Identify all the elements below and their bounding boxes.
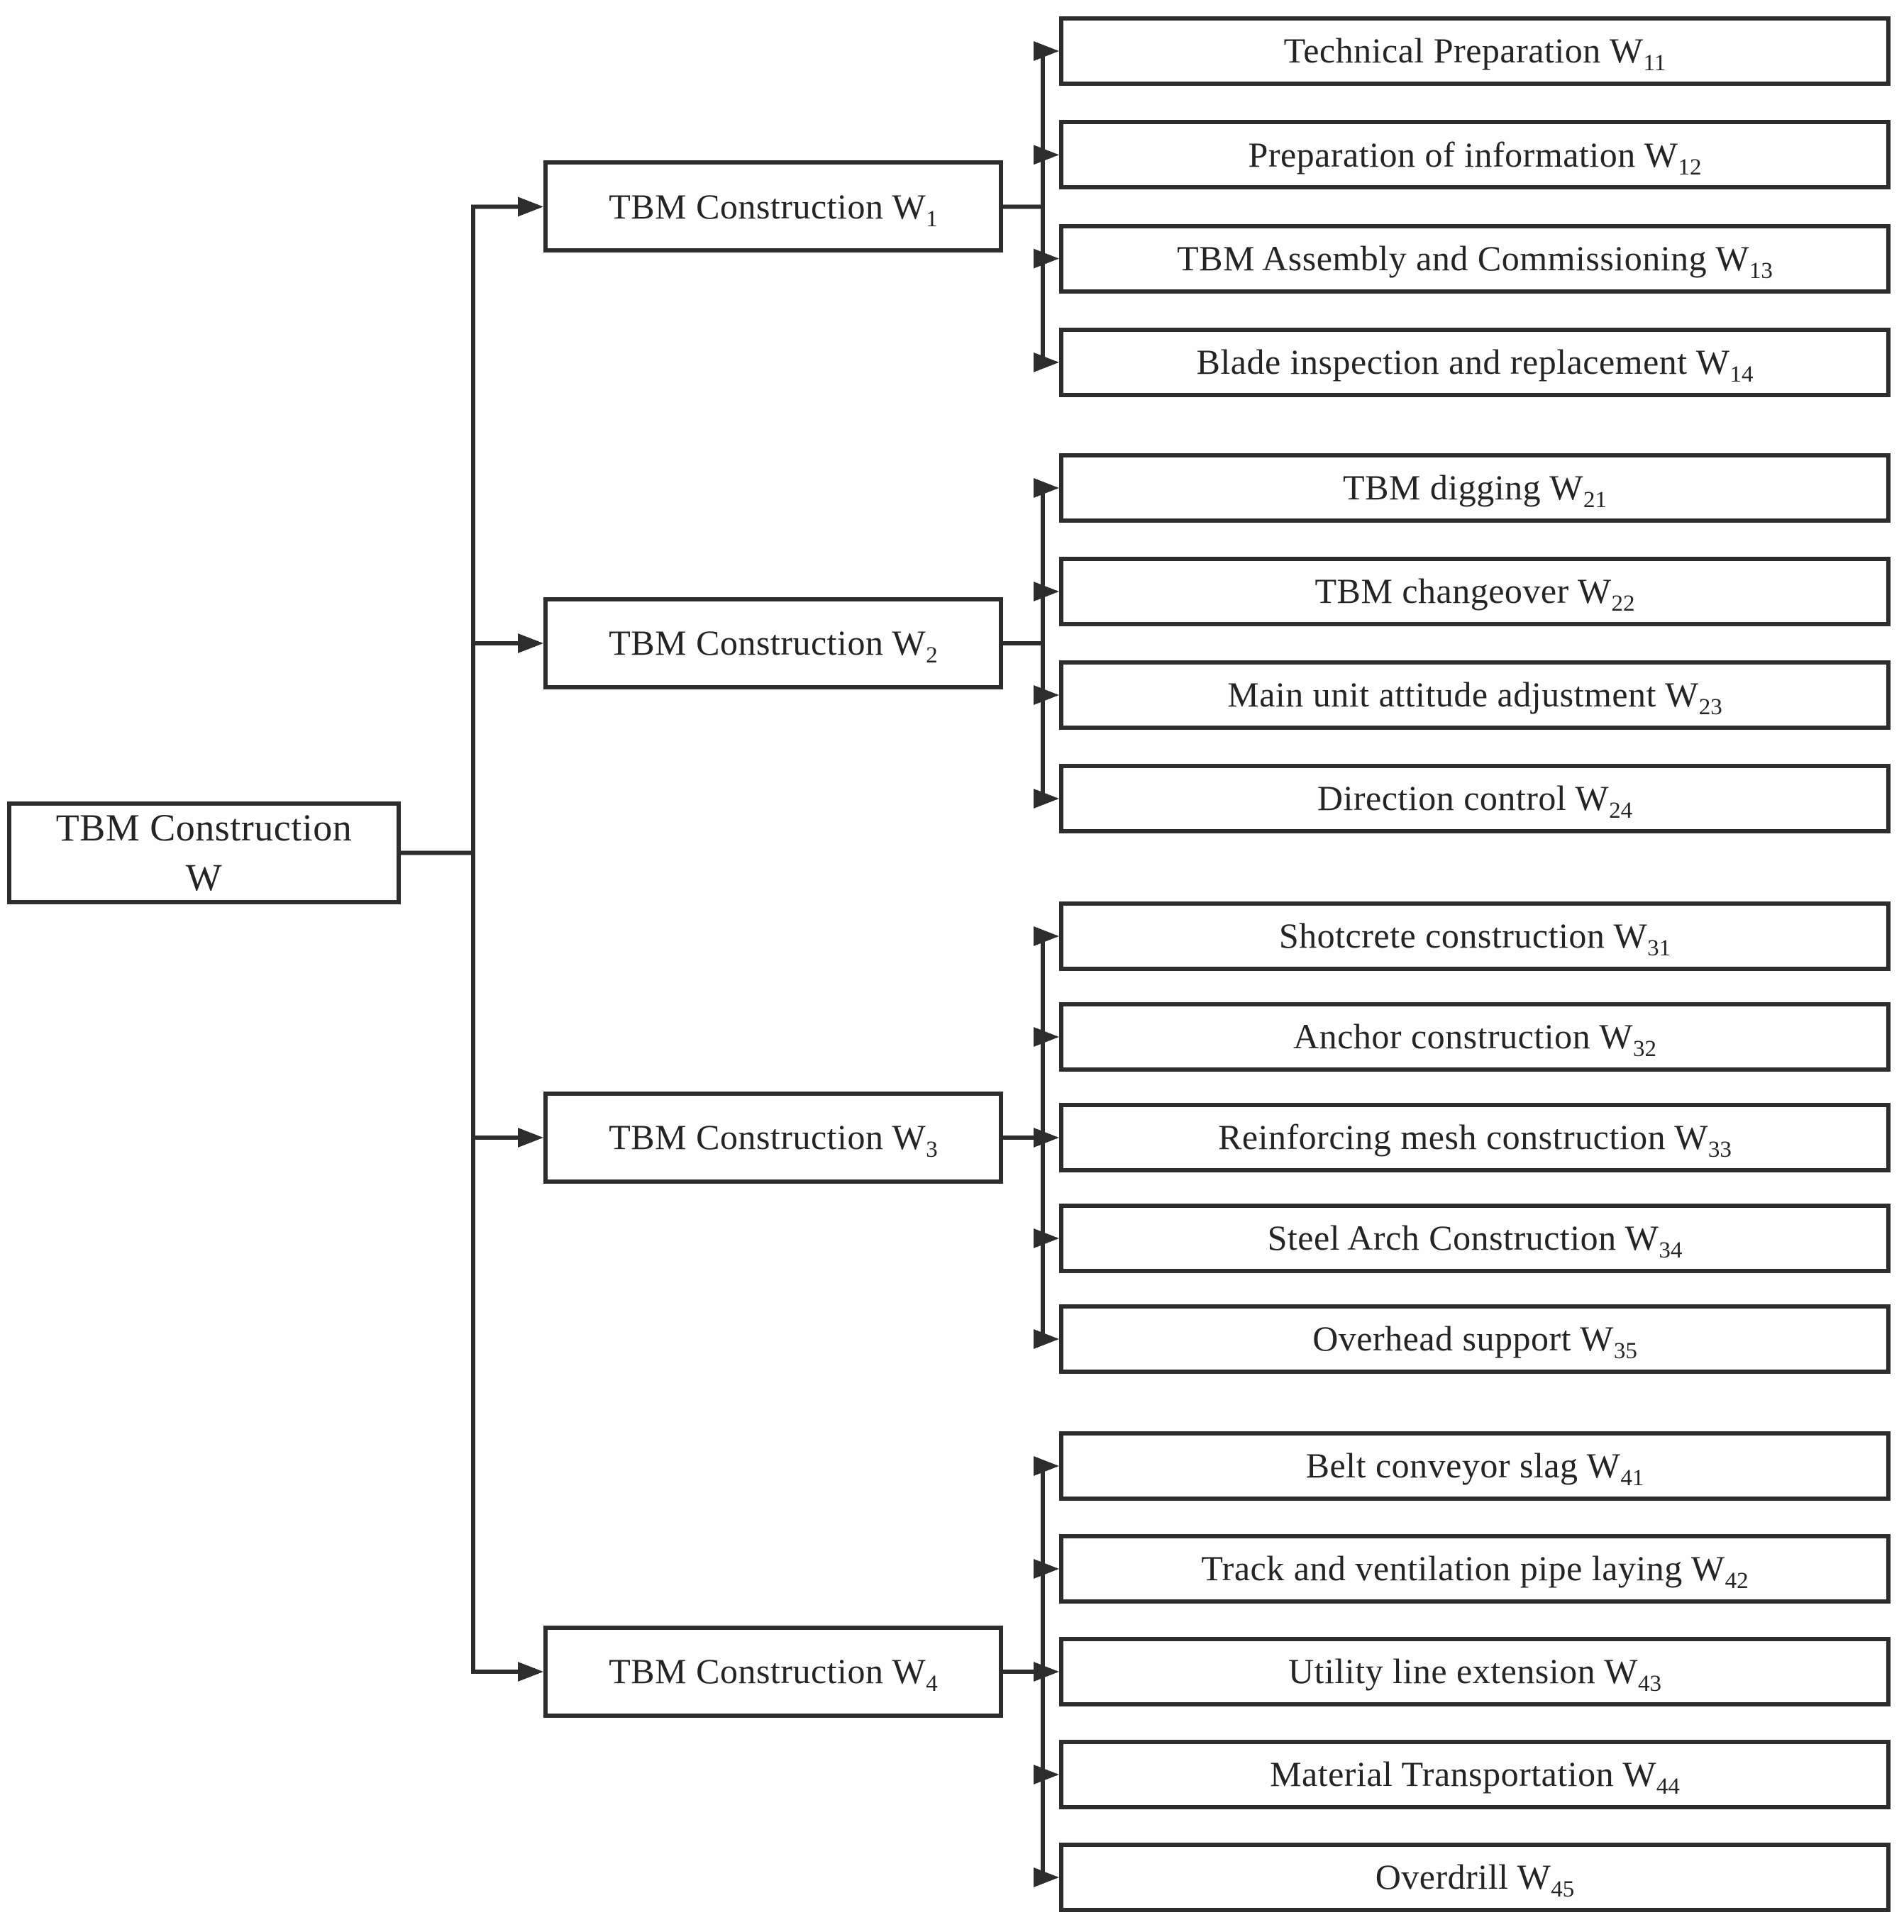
arrowhead-icon <box>1034 41 1059 61</box>
node-text <box>1293 1016 1656 1062</box>
arrowhead-icon <box>1034 1765 1059 1784</box>
branch-node-w2 <box>543 597 1003 689</box>
leaf-node-w31 <box>1059 901 1891 971</box>
node-text <box>609 623 938 669</box>
arrowhead-icon <box>1034 145 1059 165</box>
node-text <box>1305 1445 1644 1492</box>
leaf-node-w23 <box>1059 660 1891 730</box>
node-label: TBM Assembly and Commissioning W <box>1177 238 1749 278</box>
node-text <box>1177 238 1773 284</box>
node-subscript: 13 <box>1749 258 1773 284</box>
node-text <box>1248 134 1702 180</box>
node-subscript: 11 <box>1643 50 1666 77</box>
node-label: Shotcrete construction W <box>1278 916 1648 956</box>
arrowhead-icon <box>1034 789 1059 809</box>
node-text <box>1283 30 1666 77</box>
leaf-node-w22 <box>1059 557 1891 626</box>
node-text <box>1314 571 1635 617</box>
leaf-node-w41 <box>1059 1431 1891 1501</box>
branch-node-w1 <box>543 160 1003 252</box>
leaf-node-w35 <box>1059 1304 1891 1374</box>
leaf-node-w11 <box>1059 16 1891 86</box>
arrowhead-icon <box>1034 478 1059 498</box>
leaf-node-w42 <box>1059 1534 1891 1604</box>
node-label: TBM changeover W <box>1314 571 1612 611</box>
node-subscript: 14 <box>1729 362 1754 388</box>
node-label: Blade inspection and replacement W <box>1196 342 1730 382</box>
node-subscript: 41 <box>1620 1465 1644 1492</box>
node-text <box>1227 674 1722 721</box>
root-node <box>7 801 401 904</box>
leaf-node-w45 <box>1059 1843 1891 1912</box>
node-text <box>48 804 360 901</box>
node-label: Preparation of information W <box>1248 134 1678 174</box>
node-label: Belt conveyor slag W <box>1305 1445 1621 1486</box>
node-label: Material Transportation W <box>1270 1754 1656 1794</box>
arrowhead-icon <box>1034 249 1059 269</box>
arrowhead-icon <box>1034 1128 1059 1148</box>
branch-node-w3 <box>543 1092 1003 1184</box>
node-text <box>1201 1548 1749 1594</box>
node-subscript: 23 <box>1698 694 1722 721</box>
node-label: Technical Preparation W <box>1283 30 1644 71</box>
arrowhead-icon <box>1034 1867 1059 1887</box>
node-subscript: 35 <box>1613 1338 1637 1365</box>
node-label: TBM digging W <box>1343 467 1583 508</box>
arrowhead-icon <box>1034 352 1059 372</box>
arrowhead-icon <box>1034 1329 1059 1349</box>
arrowhead-icon <box>1034 926 1059 946</box>
node-text <box>1288 1651 1661 1697</box>
leaf-node-w33 <box>1059 1103 1891 1172</box>
leaf-node-w43 <box>1059 1637 1891 1706</box>
node-subscript: 32 <box>1632 1036 1656 1062</box>
leaf-node-w12 <box>1059 120 1891 189</box>
node-label: TBM Construction W <box>609 1651 926 1692</box>
node-label: Anchor construction W <box>1293 1016 1633 1057</box>
node-subscript: 42 <box>1725 1568 1749 1594</box>
arrowhead-icon <box>1034 685 1059 705</box>
leaf-node-w21 <box>1059 453 1891 523</box>
node-subscript: 31 <box>1647 936 1671 962</box>
node-label: Track and ventilation pipe laying W <box>1201 1548 1725 1589</box>
node-subscript: 21 <box>1583 487 1607 513</box>
node-subscript: 33 <box>1707 1137 1732 1163</box>
arrowhead-icon <box>518 196 543 216</box>
node-label: Reinforcing mesh construction W <box>1218 1117 1708 1157</box>
arrowhead-icon <box>1034 582 1059 601</box>
leaf-node-w44 <box>1059 1740 1891 1809</box>
leaf-node-w34 <box>1059 1204 1891 1273</box>
branch-node-w4 <box>543 1626 1003 1718</box>
node-text <box>1343 467 1607 513</box>
node-text <box>1317 778 1633 824</box>
leaf-node-w13 <box>1059 224 1891 294</box>
arrowhead-icon <box>1034 1559 1059 1579</box>
node-subscript: 1 <box>926 206 938 232</box>
node-subscript: 12 <box>1678 154 1702 180</box>
node-text <box>609 1117 938 1163</box>
leaf-node-w32 <box>1059 1002 1891 1072</box>
node-subscript: 45 <box>1551 1877 1575 1903</box>
node-text <box>1196 342 1754 388</box>
node-text <box>1267 1218 1683 1264</box>
node-label: TBM Construction W <box>609 186 926 226</box>
node-text <box>1270 1754 1680 1800</box>
node-text <box>1312 1318 1637 1365</box>
node-label: Direction control W <box>1317 778 1610 818</box>
node-label: TBM Construction W <box>609 1117 926 1157</box>
node-text <box>609 1651 938 1697</box>
node-text <box>609 186 938 232</box>
node-subscript: 43 <box>1637 1671 1661 1697</box>
arrowhead-icon <box>1034 1027 1059 1047</box>
node-text <box>1278 916 1671 962</box>
node-text <box>1375 1857 1575 1903</box>
node-subscript: 44 <box>1656 1774 1680 1800</box>
node-label: TBM Construction W <box>609 623 926 663</box>
node-subscript: 22 <box>1611 591 1635 617</box>
node-label: Overdrill W <box>1375 1857 1551 1897</box>
node-subscript: 2 <box>926 643 938 669</box>
node-label: Steel Arch Construction W <box>1267 1218 1659 1258</box>
arrowhead-icon <box>1034 1456 1059 1476</box>
arrowhead-icon <box>1034 1662 1059 1682</box>
node-subscript: 4 <box>926 1671 938 1697</box>
node-label: Overhead support W <box>1312 1318 1614 1359</box>
leaf-node-w14 <box>1059 328 1891 397</box>
node-text <box>1218 1117 1732 1163</box>
node-label: TBM Construction W <box>55 806 353 899</box>
arrowhead-icon <box>518 633 543 653</box>
leaf-node-w24 <box>1059 764 1891 833</box>
arrowhead-icon <box>1034 1228 1059 1248</box>
node-subscript: 34 <box>1659 1238 1683 1264</box>
node-subscript: 3 <box>926 1137 938 1163</box>
node-label: Utility line extension W <box>1288 1651 1638 1692</box>
arrowhead-icon <box>518 1662 543 1682</box>
node-subscript: 24 <box>1609 798 1633 824</box>
arrowhead-icon <box>518 1128 543 1148</box>
node-label: Main unit attitude adjustment W <box>1227 674 1699 715</box>
